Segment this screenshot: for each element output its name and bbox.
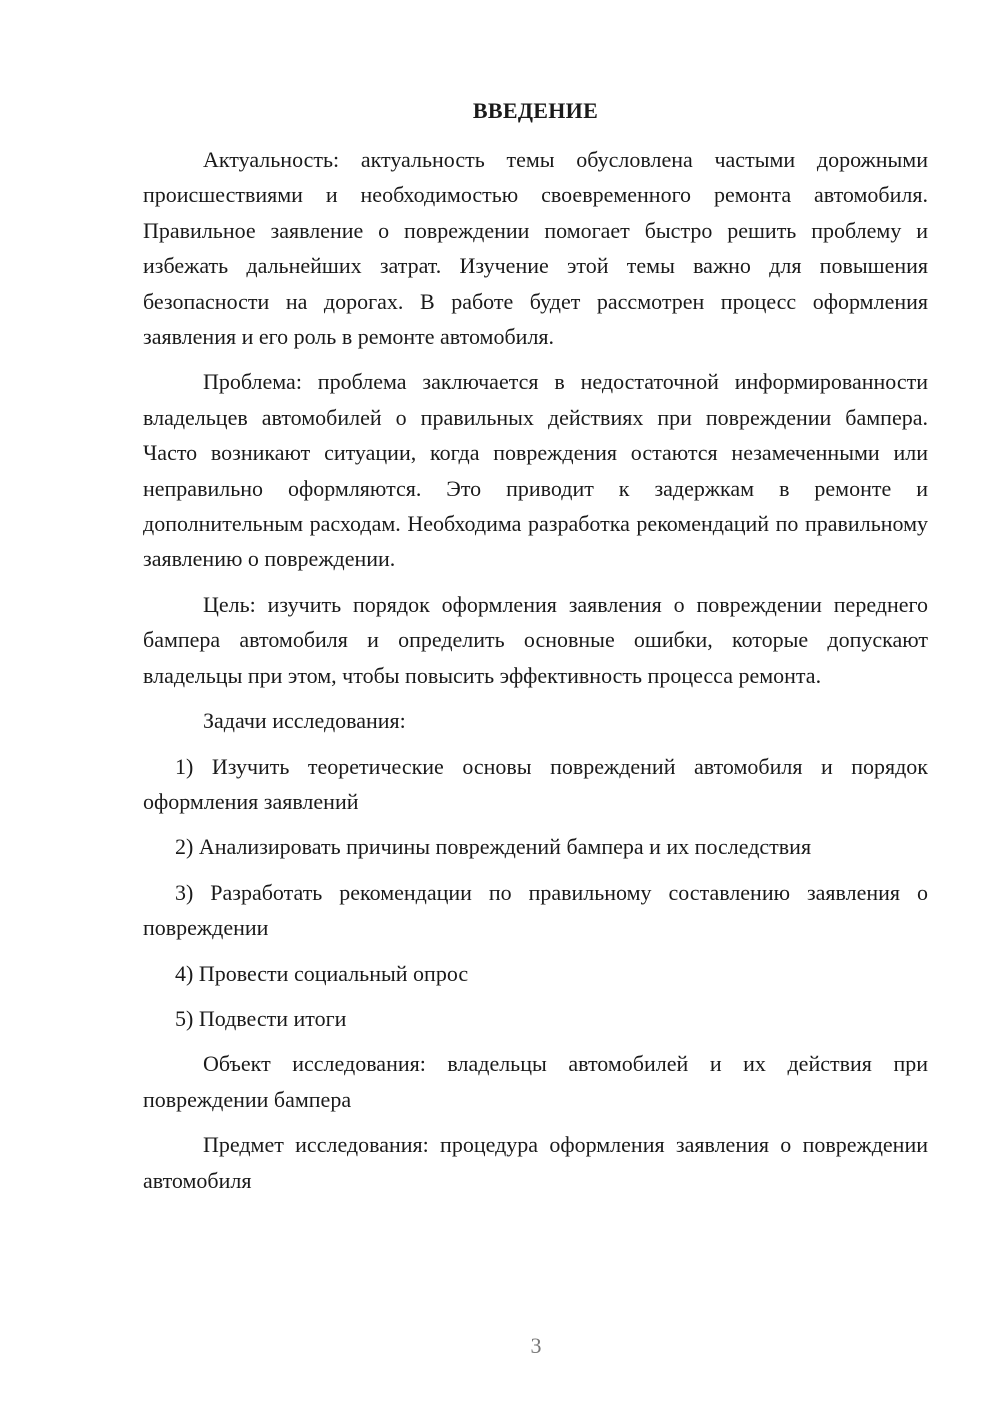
relevance-paragraph: Актуальность: актуальность темы обусловлена частыми дорожными происшествиями и необходимостью своевременного ремонта автомобиля. Правильное заявление о повреждении помогает быстро решить проблему и избежать дальнейших затрат. Изучение этой темы важно для повышения безопасности на дорогах. В работе будет рассмотрен процесс оформления заявления и его роль в ремонте автомобиля. — [143, 147, 928, 350]
section-title: ВВЕДЕНИЕ — [472, 98, 599, 123]
task-item: 4) Провести социальный опрос — [175, 960, 469, 986]
problem-paragraph: Проблема: проблема заключается в недостаточной информированности владельцев автомобилей о правильных действиях при повреждении бампера. Часто возникают ситуации, когда повреждения остаются незамеченными или неправильно оформляются. Это приводит к задержкам в ремонте и дополнительным расходам. Необходима разработка рекомендаций по правильному заявлению о повреждении. — [143, 369, 928, 572]
tasks-heading: Задачи исследования: — [203, 708, 406, 734]
task-item: 2) Анализировать причины повреждений бампера и их последствия — [175, 834, 812, 860]
task-item: 5) Подвести итоги — [175, 1005, 347, 1031]
object-paragraph: Объект исследования: владельцы автомобилей и их действия при повреждении бампера — [143, 1051, 928, 1112]
goal-paragraph: Цель: изучить порядок оформления заявления о повреждении переднего бампера автомобиля и определить основные ошибки, которые допускают владельцы при этом, чтобы повысить эффективность процесса ремонта. — [143, 591, 928, 688]
task-item: 1) Изучить теоретические основы повреждений автомобиля и порядок оформления заявлений — [143, 753, 928, 814]
subject-paragraph: Предмет исследования: процедура оформления заявления о повреждении автомобиля — [143, 1132, 928, 1193]
task-item: 3) Разработать рекомендации по правильному составлению заявления о повреждении — [143, 879, 928, 941]
page-content — [143, 96, 928, 1208]
tasks-list — [143, 749, 928, 1037]
page-number: 3 — [530, 1333, 542, 1358]
